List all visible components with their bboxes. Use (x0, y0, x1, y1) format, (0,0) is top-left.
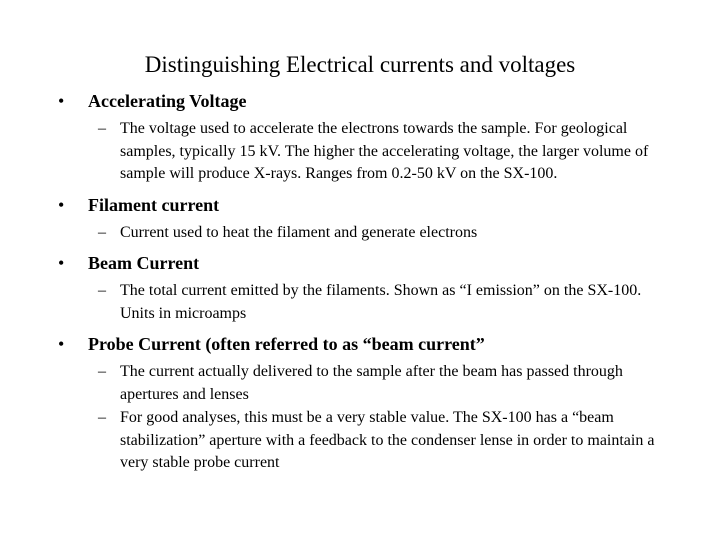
slide-title: Distinguishing Electrical currents and voltages (144, 52, 576, 77)
sub-item (58, 222, 668, 245)
sub-item-text: The current actually delivered to the sample after the beam has passed through apertures and lenses (120, 363, 623, 403)
sub-list (58, 118, 668, 186)
bullet-icon: • (58, 194, 65, 215)
bullet-item-filament-current (58, 194, 668, 245)
bullet-icon: • (58, 91, 65, 111)
dash-icon: – (98, 409, 106, 426)
bullet-item-probe-current (58, 333, 668, 475)
bullet-heading: Beam Current (88, 253, 200, 273)
sub-item (58, 280, 668, 325)
bullet-heading: Accelerating Voltage (88, 91, 247, 111)
sub-item-text: Current used to heat the filament and generate electrons (120, 223, 478, 241)
bullet-item-accelerating-voltage (58, 90, 668, 186)
bullet-heading: Probe Current (often referred to as “beam current” (88, 334, 485, 354)
slide-content (58, 90, 668, 483)
sub-item (58, 407, 668, 475)
sub-item (58, 361, 668, 406)
sub-item-text: The total current emitted by the filaments. Shown as “I emission” on the SX-100. Units in microamps (120, 282, 642, 322)
sub-item-text: For good analyses, this must be a very stable value. The SX-100 has a “beam stabilization” aperture with a feedback to the condenser lense in order to maintain a very stable probe current (120, 409, 655, 471)
sub-list (58, 361, 668, 475)
dash-icon: – (98, 120, 106, 137)
dash-icon: – (98, 363, 106, 380)
sub-item-text: The voltage used to accelerate the electrons towards the sample. For geological samples, typically 15 kV. The higher the accelerating voltage, the larger volume of sample will produce X-rays. Ranges from 0.2-50 kV on the SX-100. (120, 120, 649, 182)
bullet-icon: • (58, 334, 65, 354)
sub-list (58, 280, 668, 325)
sub-list (58, 222, 668, 245)
bullet-icon: • (58, 253, 65, 273)
dash-icon: – (98, 282, 106, 299)
sub-item (58, 118, 668, 186)
bullet-heading: Filament current (88, 194, 220, 215)
bullet-item-beam-current (58, 252, 668, 325)
dash-icon: – (98, 223, 106, 241)
